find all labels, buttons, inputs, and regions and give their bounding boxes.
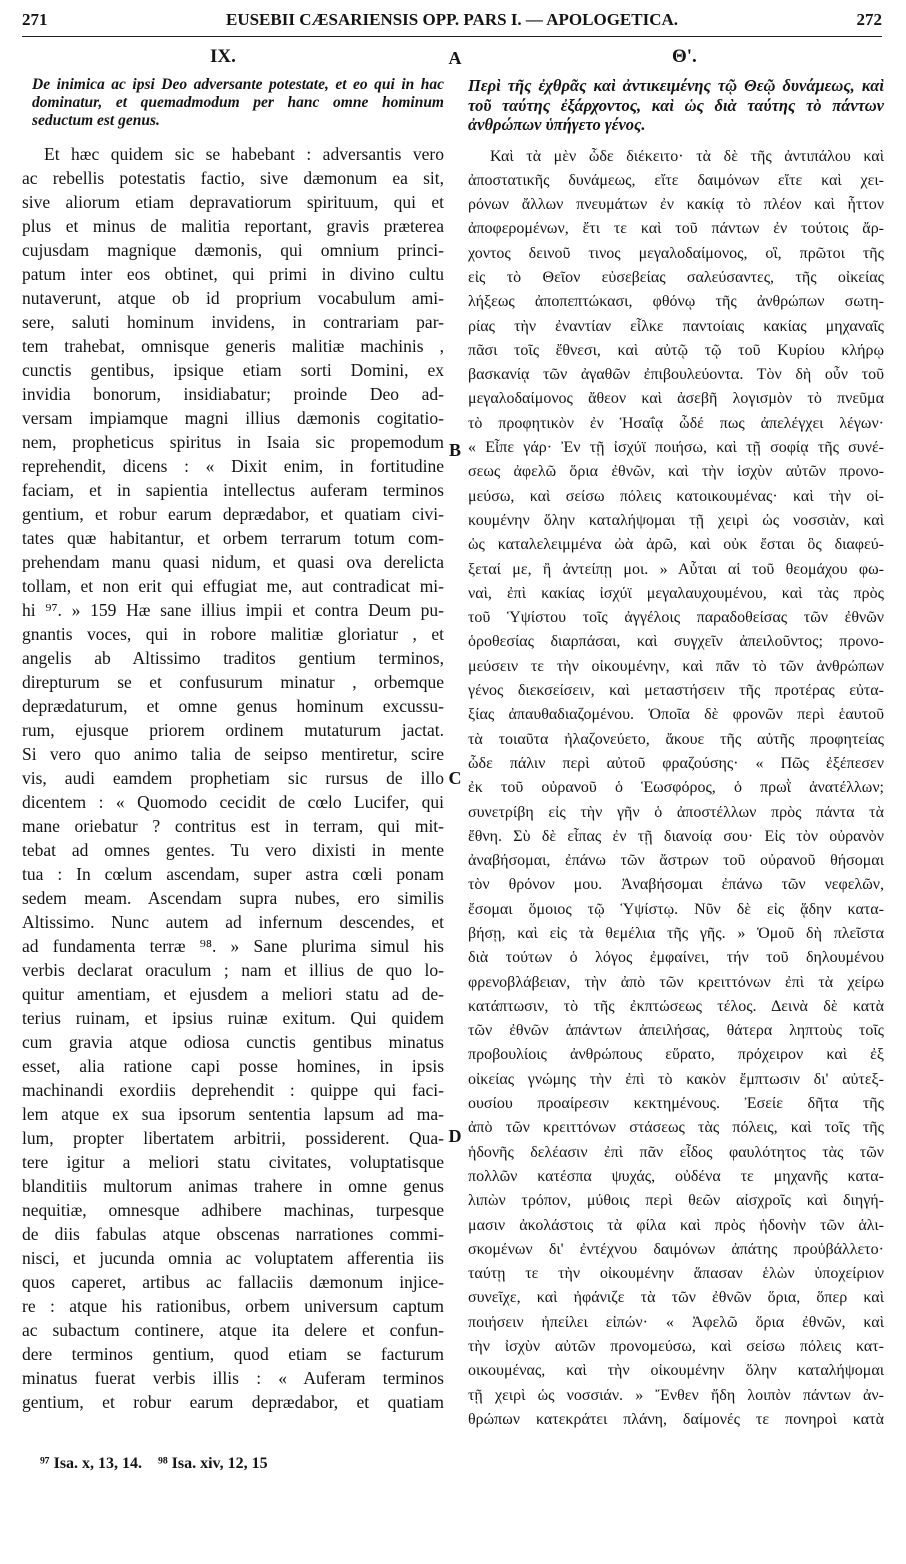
greek-text-line: ρίας τὴν ἐναντίαν εἷλκε παντοίαις κακίας μηχαναῖς <box>468 317 884 335</box>
section-number-greek: Θ'. <box>672 46 697 67</box>
margin-letter-d: D <box>448 1126 462 1146</box>
greek-text-line: κατάπτωσιν, τὸ τῆς ἐκπτώσεως τέλος. Δεινὰ δὲ κατὰ <box>468 997 884 1015</box>
latin-chapter-title: De inimica ac ipsi Deo adversante potestate, et eo qui in hac dominatur, et quemadmodum per hanc omne hominum seductum est genus. <box>32 76 444 129</box>
latin-text-line: minatus fuerat verbis illis : « Auferam terminos <box>22 1368 444 1388</box>
greek-text-line: γένος διεκσείσειν, καὶ μεταστήσειν τῆς προτέρας εὐτα- <box>468 682 884 700</box>
latin-text-line: gentium, et robur earum deprædabor, et quatiam <box>22 1392 444 1412</box>
latin-text-line: hi ⁹⁷. » 159 Hæ sane illius impii et contra Deum pu- <box>22 600 444 620</box>
page-number-left: 271 <box>22 10 48 29</box>
latin-text-line: nequitiæ, omnesque adhibere machinas, turpesque <box>22 1200 444 1220</box>
greek-text-line: ταύτῃ τε τὴν οἰκουμένην ἅπασαν ἑλὼν ὑποχείριον <box>468 1265 884 1283</box>
greek-text-line: ποιήσειν ἠπείλει εἰπών· « Ἀφελῶ ὅρια ἐθνῶν, καὶ <box>468 1313 884 1331</box>
latin-text-line: verbis declarat oraculum ; nam et illius de quo lo- <box>22 960 444 980</box>
latin-text-line: tates quæ habitantur, et orbem terrarum totum com- <box>22 528 444 548</box>
greek-text-line: τὰ τοιαῦτα ἠλαζονεύετο, ἄκουε τῆς αὐτῆς προφητείας <box>468 730 884 748</box>
greek-text-line: μεύσειν τε τὴν οἰκουμένην, καὶ πᾶν τὸ τῶν ἀνθρώπων <box>468 657 884 675</box>
latin-text-line: esset, alia ratione capi posse homines, in ipsis <box>22 1056 444 1076</box>
latin-text-line: invidia bonorum, insidiabatur; proinde Deo ad- <box>22 384 444 404</box>
greek-text-line: θρώπων κατεκράτει πλάνη, δαίμονές τε πονηροὶ κατὰ <box>468 1410 884 1428</box>
footnote-98: ⁹⁸ Isa. xiv, 12, 15 <box>158 1455 268 1472</box>
latin-text-line: nisci, et jucunda omnia ac voluptatem afferentia iis <box>22 1248 444 1268</box>
greek-text-line: ἀποστατικῆς δυνάμεως, εἴτε δαιμόνων εἴτε καὶ χει- <box>468 171 884 189</box>
footnotes <box>40 1455 460 1473</box>
latin-text-line: reprehendit, dicens : « Dixit enim, in fortitudine <box>22 456 444 476</box>
latin-text-line: blanditiis multorum animas trahere in omne genus <box>22 1176 444 1196</box>
latin-text-line: plus et minus de malitia reportant, gravis præterea <box>22 216 444 236</box>
latin-text-line: tem trahebat, omnisque generis malitiæ machinis , <box>22 336 444 356</box>
greek-text-line: λιπὼν τρόπον, μύθοις περὶ θεῶν αἰσχροῖς καὶ διηγή- <box>468 1192 884 1210</box>
greek-text-line: ξεταί με, ἢ ἀντείπῃ μοι. » Αὗται αἱ τοῦ θεομάχου φω- <box>468 560 884 578</box>
latin-text-line: nutaverunt, atque ob id proprium vocabulum ami- <box>22 288 444 308</box>
greek-text-line: λήξεως ἀποπεπτώκασι, φθόνῳ τῆς ἀνθρώπων σωτη- <box>468 293 884 311</box>
latin-text-line: gnantis voces, qui in robore malitiæ gloriatur , et <box>22 624 444 644</box>
greek-text-line: σεως ἀφελῶ ὅρια ἐθνῶν, καὶ τὴν ἰσχὺν αὐτῶν προνο- <box>468 463 884 481</box>
greek-text-line: ουσίου προαίρεσιν κεκτημένους. Ἐσείε δῆτα τῆς <box>468 1095 884 1113</box>
latin-text-line: deprædaturum, et omne genus hominum excussu- <box>22 696 444 716</box>
latin-text-line: patum inter eos obtinet, qui primi in divino cultu <box>22 264 444 284</box>
greek-text-line: ναὶ, ἐπὶ κακίας ἰσχύϊ μεγαλαυχουμένου, καὶ τὰς πρὸς <box>468 584 884 602</box>
greek-text-line: ἔσομαι ὅμοιος τῷ Ὑψίστῳ. Νῦν δὲ εἰς ᾅδην κατα- <box>468 900 884 918</box>
greek-text-line: ὧδε πάλιν περὶ αὐτοῦ φραζούσης· « Πῶς ἐξέπεσεν <box>468 754 884 772</box>
greek-column <box>468 76 884 1432</box>
latin-text-line: nem, propheticus spiritus in Isaia sic propemodum <box>22 432 444 452</box>
greek-text-body <box>468 145 884 1433</box>
latin-text-line: vis, audi eamdem prophetiam sic rursus de illo <box>22 768 444 788</box>
greek-text-line: ξίας ἀπαυθαδιαζομένου. Ὁποῖα δὲ φρονῶν περὶ ἑαυτοῦ <box>468 706 884 724</box>
latin-text-line: lem atque ex sua ipsorum sententia lapsum ad ma- <box>22 1104 444 1124</box>
margin-letter-c: C <box>448 768 462 788</box>
greek-text-line: μεύσω, καὶ σείσω πόλεις κατοικουμένας· καὶ τὴν οἰ- <box>468 487 884 505</box>
latin-text-line: cujusdam magnique dæmonis, qui omnium princi- <box>22 240 444 260</box>
greek-text-line: τὸν θρόνον μου. Ἀναβήσομαι ἐπάνω τῶν νεφελῶν, <box>468 876 884 894</box>
greek-text-line: τοῦ Ὑψίστου τοῖς ἀγγέλοις παραδοθείσας τῶν ἐθνῶν <box>468 609 884 627</box>
latin-text-line: ac subactum continere, atque ita delere et confun- <box>22 1320 444 1340</box>
latin-text-line: de diis fabulas atque obscenas narrationes commi- <box>22 1224 444 1244</box>
greek-text-line: οικουμένας, καὶ τὴν οἰκουμένην ὅλην καταλήψομαι <box>468 1362 884 1380</box>
latin-text-line: mane oriebatur ? contritus est in terram, qui mit- <box>22 816 444 836</box>
latin-text-line: faciam, et in sapientia intellectus auferam terminos <box>22 480 444 500</box>
greek-text-line: ἔθνη. Σὺ δὲ εἶπας ἐν τῇ διανοίᾳ σου· Εἰς τὸν οὐρανὸν <box>468 827 884 845</box>
latin-text-line: ad fundamenta terræ ⁹⁸. » Sane plurima simul his <box>22 936 444 956</box>
greek-text-line: ρόνων ἄλλων πνευμάτων ἐν κακίᾳ τὸ πλέον καὶ ἧττον <box>468 196 884 214</box>
section-number-latin: IX. <box>210 46 236 67</box>
latin-text-line: sive aliorum etiam depravatiorum spirituum, qui et <box>22 192 444 212</box>
header-rule <box>22 36 882 37</box>
margin-letter-b: B <box>448 440 461 460</box>
latin-text-line: dicentem : « Quomodo cecidit de cœlo Lucifer, qui <box>22 792 444 812</box>
greek-text-line: εἰς τὸ Θεῖον εὐσεβείας σαλεύσαντες, τῆς οἰκείας <box>468 268 884 286</box>
greek-chapter-title: Περὶ τῆς ἐχθρᾶς καὶ ἀντικειμένης τῷ Θεῷ δυνάμεως, καὶ τοῦ ταύτης ἐξάρχοντος, καὶ ὡς διὰ ταύτης τὸ πάντων ἀνθρώπων ὑπήγετο γένος. <box>468 76 884 134</box>
latin-text-line: machinandi exordiis deprehendit : quippe qui faci- <box>22 1080 444 1100</box>
latin-text-body <box>22 142 444 1414</box>
greek-text-line: συνεῖχε, καὶ ἠφάνιζε τὰ τῶν ἐθνῶν ὅρια, ὅπερ καὶ <box>468 1289 884 1307</box>
latin-text-line: sedem meam. Ascendam supra nubes, ero similis <box>22 888 444 908</box>
margin-letter-a: A <box>448 48 462 68</box>
greek-text-line: ἐκ τοῦ οὐρανοῦ ὁ Ἑωσφόρος, ὁ πρωῒ ἀνατέλλων; <box>468 779 884 797</box>
greek-text-line: ἀπὸ τῶν κρειττόνων στάσεως τὰς πόλεις, καὶ τοῖς τῆς <box>468 1119 884 1137</box>
greek-text-line: τὴν ἰσχὺν αὐτῶν προνομεύσω, καὶ σείσω πόλεις κατ- <box>468 1338 884 1356</box>
running-header <box>22 10 882 36</box>
latin-text-line: re : atque his rationibus, orbem universum captum <box>22 1296 444 1316</box>
latin-text-line: angelis ab Altissimo traditos gentium terminos, <box>22 648 444 668</box>
latin-text-line: direpturum se et confusurum minatur , orbemque <box>22 672 444 692</box>
latin-text-line: lum, propter libertatem arbitrii, possiderent. Qua- <box>22 1128 444 1148</box>
latin-text-line: Et hæc quidem sic se habebant : adversantis vero <box>44 144 444 164</box>
greek-text-line: χοντος δεινοῦ τινος μεγαλοδαίμονος, οἳ, πρῶτοι τῆς <box>468 244 884 262</box>
greek-text-line: τῇ χειρὶ ὡς νοσσιάν. » Ἔνθεν ἤδη λοιπὸν πάντων ἀν- <box>468 1386 884 1404</box>
greek-text-line: φρενοβλάβειαν, τὴν ἀπὸ τῶν κρειττόνων ἐπὶ τὰ χείρω <box>468 973 884 991</box>
latin-text-line: Altissimo. Nunc autem ad infernum descendes, et <box>22 912 444 932</box>
greek-text-line: ἀναβήσομαι, ἐπάνω τῶν ἄστρων τοῦ οὐρανοῦ θήσομαι <box>468 852 884 870</box>
greek-text-line: βασκανίᾳ τῶν ἀγαθῶν ἐπιβουλεύοντα. Τὸν δὴ οὖν τοῦ <box>468 366 884 384</box>
latin-text-line: quos caperet, artibus ac fallaciis dæmonum injice- <box>22 1272 444 1292</box>
greek-text-line: οἰκείας γνώμης τὴν ἐπὶ τὸ κακὸν ἔμπτωσιν δι' αὐτεξ- <box>468 1070 884 1088</box>
latin-text-line: prehendam manu quasi nidum, et quasi ova derelicta <box>22 552 444 572</box>
latin-text-line: quitur amentiam, et ejusdem a meliori statu ad de- <box>22 984 444 1004</box>
greek-text-line: ἀποφερομένων, ἔτι τε καὶ τοῦ πάντων ἐν τούτοις ἄρ- <box>468 220 884 238</box>
greek-text-line: συνετρίβη εἰς τὴν γῆν ὁ ἀποστέλλων πρὸς πάντα τὰ <box>468 803 884 821</box>
latin-text-line: tua : In cœlum ascendam, super astra cœli ponam <box>22 864 444 884</box>
footnote-97: ⁹⁷ Isa. x, 13, 14. <box>40 1455 143 1472</box>
greek-text-line: ἡδονῆς δελέασιν ἐπὶ πᾶν εἶδος φαυλότητος τὰς τῶν <box>468 1143 884 1161</box>
page-number-right: 272 <box>856 10 882 29</box>
greek-text-line: Καὶ τὰ μὲν ὧδε διέκειτο· τὰ δὲ τῆς ἀντιπάλου καὶ <box>490 147 884 165</box>
latin-text-line: dere terminos gentium, quod etiam se facturum <box>22 1344 444 1364</box>
greek-text-line: διὰ τούτων ὁ λόγος ἐμφαίνει, τήν τοῦ δηλουμένου <box>468 949 884 967</box>
latin-text-line: tollam, et non erit qui effugiat me, aut contradicat mi- <box>22 576 444 596</box>
greek-text-line: βήσῃ, καὶ εἰς τὰ θεμέλια τῆς γῆς. » Ὁμοῦ δὴ πλεῖστα <box>468 925 884 942</box>
latin-column <box>22 76 444 1414</box>
greek-text-line: ὡς καταλελειμμένα ὠὰ ἀρῶ, καὶ οὐκ ἔσται ὃς διαφεύ- <box>468 536 884 554</box>
greek-text-line: ὁροθεσίας διαρπάσαι, καὶ συγχεῖν ἀπειλοῦντος; προνο- <box>468 633 884 651</box>
greek-text-line: σκομένων δι' ἐντέχνου δαιμόνων ἀπάτης προὐβάλλετο· <box>468 1240 884 1258</box>
greek-text-line: κουμένην ὅλην καταλήψομαι τῇ χειρὶ ὡς νοσσιὰν, καὶ <box>468 511 884 529</box>
latin-text-line: Si vero quo animo talia de seipso mentiretur, scire <box>22 744 444 764</box>
latin-text-line: tebat ad omnes gentes. Tu vero dixisti in mente <box>22 840 444 860</box>
greek-text-line: προβουλίοις ἀνθρώπους εὕρατο, πρόχειρον καὶ ἐξ <box>468 1046 884 1064</box>
greek-text-line: « Εἶπε γάρ· Ἐν τῇ ἰσχύϊ ποιήσω, καὶ τῇ σοφίᾳ τῆς συνέ- <box>468 439 884 457</box>
latin-text-line: tere igitur a meliori statu civitates, voluptatisque <box>22 1152 444 1172</box>
latin-text-line: cunctis gentibus, ipsique etiam sorti Domini, ex <box>22 360 444 380</box>
latin-text-line: rum, ejusque priorem ordinem mutaturum jactat. <box>22 720 444 740</box>
latin-text-line: gentium, et robur earum deprædabor, et quatiam civi- <box>22 504 444 524</box>
greek-text-line: τὸ προφητικὸν ἐν Ἡσαΐᾳ ὧδέ πως ἀπελέγχει λέγων· <box>468 414 884 432</box>
latin-text-line: sere, saluti hominum invidens, in contrariam par- <box>22 312 444 332</box>
greek-text-line: μασιν ἀκολάστοις τὰ φίλα καὶ πρὸς ἡδονὴν τῶν ἁλι- <box>468 1216 884 1234</box>
greek-text-line: πολλῶν κατέσπα ψυχάς, οὐδένα τε μηχανῆς κατα- <box>468 1167 884 1185</box>
running-title: EUSEBII CÆSARIENSIS OPP. PARS I. — APOLOGETICA. <box>225 10 679 29</box>
latin-text-line: ac rebellis potestatis factio, sive dæmonum ea sit, <box>22 168 444 188</box>
greek-text-line: μεγαλοδαίμονος ἄθεον καὶ ἀσεβῆ λογισμὸν τὸ πνεῦμα <box>468 390 884 408</box>
latin-text-line: versam impiamque magni illius dæmonis cogitatio- <box>22 408 444 428</box>
greek-text-line: τῶν ἐθνῶν ἁπάντων ἀπειλήσας, θάτερα ληπτοὺς τοῖς <box>468 1022 884 1040</box>
latin-text-line: terius ruinam, et ipsius ruinæ exitum. Qui quidem <box>22 1008 444 1028</box>
latin-text-line: cum gravia atque odiosa cunctis gentibus minatus <box>22 1032 444 1052</box>
greek-text-line: πᾶσι τοῖς ἔθνεσι, καὶ αὐτῷ τῷ τοῦ Κυρίου κλήρῳ <box>468 341 884 359</box>
